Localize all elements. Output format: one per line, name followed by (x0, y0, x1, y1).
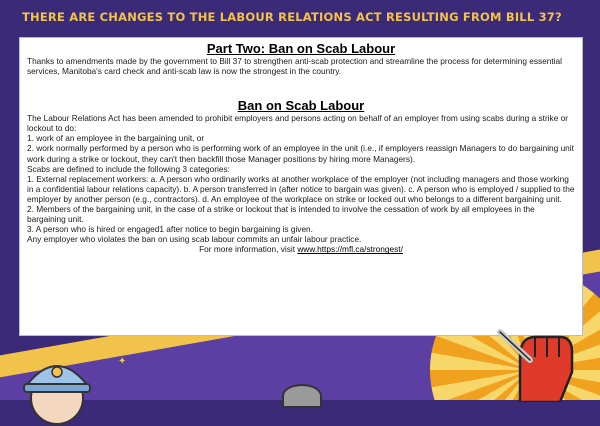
raised-fist-illustration (490, 312, 590, 402)
body-line: Any employer who violates the ban on using scab labour commits an unfair labour practice. (27, 234, 362, 245)
section-heading-part-two: Part Two: Ban on Scab Labour (206, 41, 396, 56)
body-line: Scabs are defined to include the following 3 categories: (27, 163, 230, 174)
body-line: 2. Members of the bargaining unit, in the case of a strike or lockout that is intended to involve the cessation of work by all employees in the bargaining unit. (27, 204, 535, 225)
body-line: 3. A person who is hired or engaged1 after notice to begin bargaining is given. (27, 224, 313, 235)
body-line: 1. work of an employee in the bargaining unit, or (27, 133, 205, 144)
more-info-prefix: For more information, visit (199, 244, 298, 255)
body-line: 1. External replacement workers: a. A person who ordinarily works at another workplace of the employer (not including managers and those working in a confidential labour relations capacity). b. A person transferred in (after notice to bargain was given). c. A person who is employed / supplied to the employer by another person (e.g., contractors). d. An employee of the workplace on strike or locked out who belongs to a different bargaining unit. (27, 173, 575, 204)
page-title: THERE ARE CHANGES TO THE LABOUR RELATIONS ACT RESULTING FROM BILL 37? (22, 10, 562, 24)
intro-paragraph: Thanks to amendments made by the government to Bill 37 to strengthen anti-scab protection and streamline the process for determining essential services, Manitoba's card check and anti-scab law is now the strongest in the country. (27, 56, 562, 77)
content-card (19, 37, 583, 336)
body-line: 2. work normally performed by a person who is performing work of an employee in the unit (i.e., if employers reassign Managers to do bargaining unit work during a strike or lockout, they can't then backfill those Manager positions by hiring more Managers). (27, 143, 574, 164)
more-info-line (27, 244, 575, 254)
more-info-link[interactable]: www.https://mfl.ca/strongest/ (297, 244, 403, 255)
sparkle-icon: ✦ (102, 346, 116, 363)
worker-illustration (12, 336, 102, 426)
body-line: The Labour Relations Act has been amended to prohibit employers and persons acting on behalf of an employer from using scabs during a strike or lockout to do: (27, 113, 568, 134)
section-heading-ban: Ban on Scab Labour (237, 98, 365, 114)
helmet-decoration (282, 384, 322, 408)
sparkle-icon: ✦ (118, 356, 127, 367)
